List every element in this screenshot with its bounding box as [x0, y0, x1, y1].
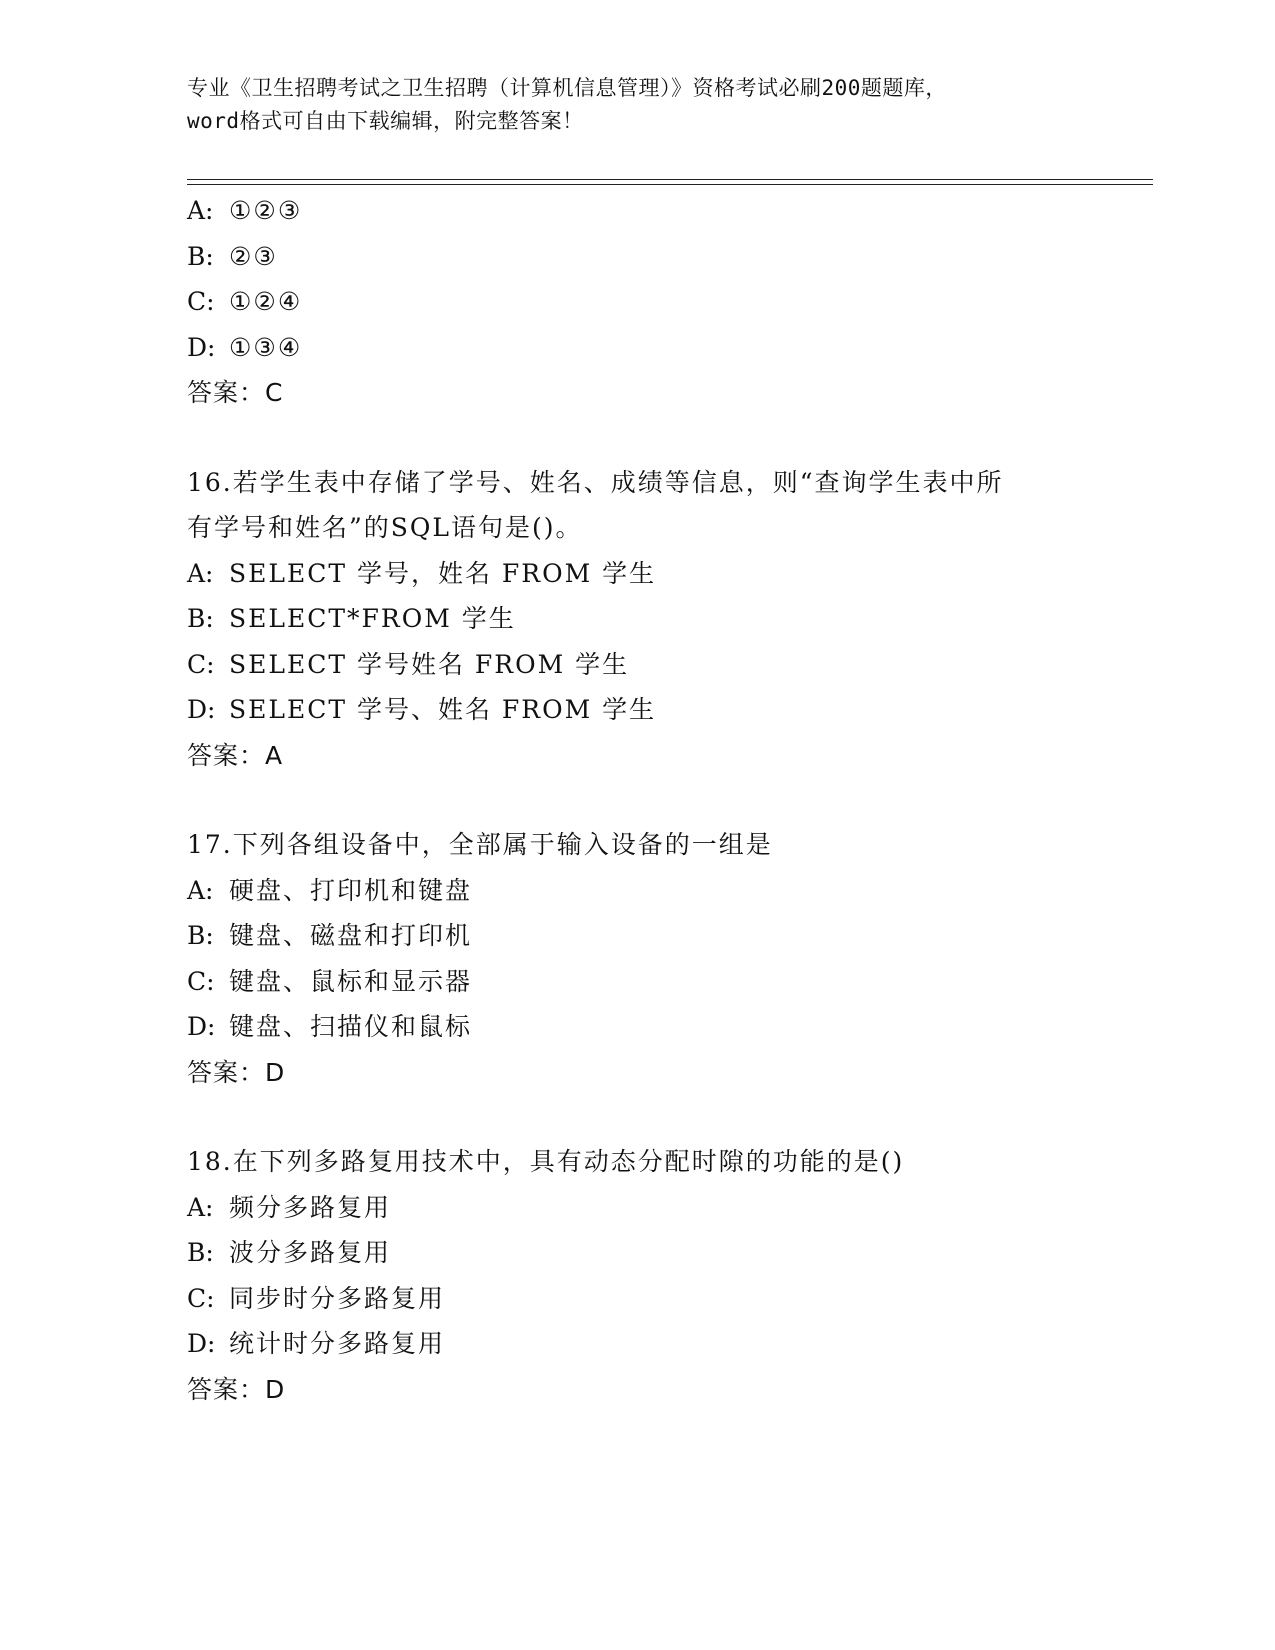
option-b — [187, 1230, 1087, 1276]
option-label: D: — [187, 1012, 216, 1041]
option-d — [187, 1004, 1087, 1050]
option-c — [187, 279, 1087, 325]
header-title-line-2: word格式可自由下载编辑，附完整答案！ — [187, 109, 584, 133]
option-text: 键盘、鼠标和显示器 — [229, 966, 473, 996]
option-a — [187, 551, 1087, 597]
option-text: 同步时分多路复用 — [229, 1283, 446, 1313]
option-d — [187, 1321, 1087, 1367]
option-text: ①③④ — [229, 332, 303, 362]
option-label: A: — [187, 558, 214, 588]
option-label: C: — [187, 1283, 215, 1313]
question-18-block — [187, 1139, 1087, 1412]
header-divider-bottom — [187, 184, 1153, 185]
question-stem: 18.在下列多路复用技术中，具有动态分配时隙的功能的是() — [187, 1147, 905, 1176]
option-label: D: — [187, 332, 216, 362]
answer-text: 答案：D — [187, 1057, 286, 1087]
option-label: D: — [187, 1329, 216, 1358]
answer-text: 答案：A — [187, 740, 284, 770]
option-text: 频分多路复用 — [229, 1192, 392, 1222]
option-text: 硬盘、打印机和键盘 — [229, 875, 473, 905]
option-label: B: — [187, 1238, 214, 1267]
option-b — [187, 913, 1087, 959]
spacer — [187, 1095, 1087, 1139]
option-text: SELECT*FROM 学生 — [229, 604, 516, 633]
question-16-block — [187, 460, 1087, 779]
option-label: C: — [187, 966, 215, 996]
spacer — [187, 416, 1087, 460]
option-c — [187, 642, 1087, 688]
header-divider-top — [187, 179, 1153, 180]
option-label: B: — [187, 921, 214, 950]
question-stem: 17.下列各组设备中，全部属于输入设备的一组是 — [187, 830, 773, 859]
option-b — [187, 596, 1087, 642]
option-text: 键盘、扫描仪和鼠标 — [229, 1012, 473, 1041]
option-text: SELECT 学号姓名 FROM 学生 — [229, 649, 630, 679]
question-list — [187, 188, 1087, 1412]
option-a — [187, 1185, 1087, 1231]
option-label: B: — [187, 604, 214, 633]
answer-text: 答案：C — [187, 378, 284, 407]
question-stem: 16.若学生表中存储了学号、姓名、成绩等信息，则“查询学生表中所 — [187, 467, 1004, 497]
option-b — [187, 234, 1087, 280]
option-a — [187, 188, 1087, 234]
spacer — [187, 778, 1087, 822]
option-d — [187, 687, 1087, 733]
answer-text: 答案：D — [187, 1374, 286, 1404]
option-label: C: — [187, 649, 215, 679]
option-label: A: — [187, 875, 214, 905]
question-17-block — [187, 822, 1087, 1095]
option-c — [187, 959, 1087, 1005]
option-text: SELECT 学号、姓名 FROM 学生 — [229, 695, 657, 724]
question-stem-continued: 有学号和姓名”的SQL语句是()。 — [187, 513, 583, 542]
option-text: ①②③ — [229, 196, 303, 225]
option-text: ①②④ — [229, 287, 303, 316]
option-text: 统计时分多路复用 — [229, 1329, 446, 1358]
option-label: B: — [187, 241, 214, 271]
header-title-line-1: 专业《卫生招聘考试之卫生招聘（计算机信息管理）》资格考试必刷200题题库， — [187, 76, 947, 100]
option-label: A: — [187, 196, 214, 225]
option-text: SELECT 学号，姓名 FROM 学生 — [229, 558, 657, 588]
option-label: A: — [187, 1192, 214, 1222]
option-text: ②③ — [229, 241, 278, 271]
option-label: D: — [187, 695, 216, 724]
page-header — [187, 72, 1087, 138]
option-c — [187, 1276, 1087, 1322]
option-d — [187, 325, 1087, 371]
option-text: 键盘、磁盘和打印机 — [229, 921, 473, 950]
question-15-block — [187, 188, 1087, 416]
option-label: C: — [187, 287, 215, 316]
option-text: 波分多路复用 — [229, 1238, 392, 1267]
option-a — [187, 868, 1087, 914]
